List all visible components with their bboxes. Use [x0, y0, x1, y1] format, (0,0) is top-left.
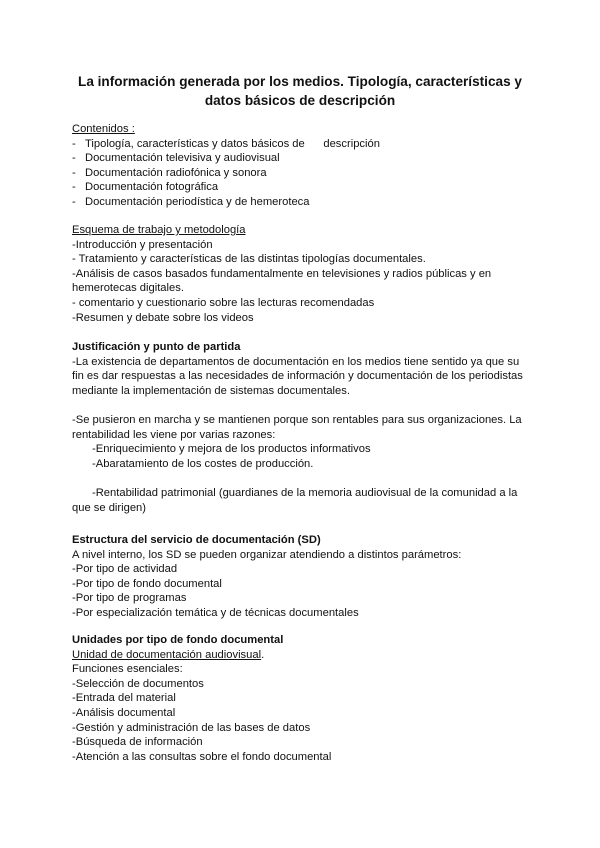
contenidos-section — [72, 122, 530, 210]
unidades-heading: Unidades por tipo de fondo documental — [72, 634, 284, 646]
list-item: -Introducción y presentación — [72, 238, 213, 251]
list-item: -Abaratamiento de los costes de producción. — [92, 457, 314, 470]
paragraph-line: -La existencia de departamentos de documentación en los medios tiene sentido ya que su — [72, 355, 520, 368]
title-line-1: La información generada por los medios. Tipología, características y — [78, 74, 522, 89]
list-item: - comentario y cuestionario sobre las lecturas recomendadas — [72, 296, 375, 309]
list-item: -Por tipo de programas — [72, 592, 187, 605]
list-item: - Documentación fotográfica — [72, 181, 219, 194]
list-item: - Documentación radiofónica y sonora — [72, 166, 267, 179]
esquema-heading: Esquema de trabajo y metodología — [72, 224, 246, 236]
contenidos-heading: Contenidos : — [72, 123, 135, 135]
list-item: - Tratamiento y características de las distintas tipologías documentales. — [72, 253, 426, 266]
document-title — [60, 72, 540, 110]
paragraph-line: rentabilidad les viene por varias razones: — [72, 428, 276, 441]
list-item: -Búsqueda de información — [72, 736, 203, 749]
list-item: -Atención a las consultas sobre el fondo documental — [72, 750, 332, 763]
paragraph-line: que se dirigen) — [72, 501, 147, 514]
unidad-audiovisual-heading: Unidad de documentación audiovisual — [72, 648, 262, 661]
list-item: - Tipología, características y datos básicos de descripción — [72, 137, 380, 150]
list-item: -Por tipo de fondo documental — [72, 577, 222, 590]
list-item: -Análisis de casos basados fundamentalmente en televisiones y radios públicas y en — [72, 267, 492, 280]
list-item: -Gestión y administración de las bases de datos — [72, 721, 311, 734]
unidades-section — [72, 633, 530, 764]
list-item: -Enriquecimiento y mejora de los productos informativos — [92, 443, 371, 456]
list-item: -Por tipo de actividad — [72, 563, 178, 576]
list-item: -Rentabilidad patrimonial (guardianes de la memoria audiovisual de la comunidad a la — [92, 486, 518, 499]
justificacion-heading: Justificación y punto de partida — [72, 341, 241, 353]
list-item: - Documentación televisiva y audiovisual — [72, 152, 280, 165]
list-item: -Análisis documental — [72, 706, 176, 719]
list-item: hemerotecas digitales. — [72, 282, 184, 295]
esquema-section — [72, 223, 530, 325]
list-item: -Entrada del material — [72, 692, 176, 705]
subheading-line: Unidad de documentación audiovisual. — [72, 648, 265, 661]
estructura-heading: Estructura del servicio de documentación (SD) — [72, 534, 321, 546]
paragraph-line: mediante la implementación de sistemas documentales. — [72, 384, 350, 397]
paragraph-line: A nivel interno, los SD se pueden organizar atendiendo a distintos parámetros: — [72, 548, 462, 561]
funciones-label: Funciones esenciales: — [72, 663, 183, 676]
list-item: -Por especialización temática y de técnicas documentales — [72, 606, 359, 619]
paragraph-line: fin es dar respuestas a las necesidades de información y documentación de los periodistas — [72, 370, 523, 383]
list-item: -Selección de documentos — [72, 677, 204, 690]
title-line-2: datos básicos de descripción — [204, 93, 396, 108]
estructura-section — [72, 533, 530, 621]
paragraph-line: -Se pusieron en marcha y se mantienen porque son rentables para sus organizaciones. La — [72, 413, 522, 426]
list-item: -Resumen y debate sobre los videos — [72, 311, 254, 324]
list-item: - Documentación periodística y de hemeroteca — [72, 195, 310, 208]
justificacion-section — [72, 340, 530, 515]
